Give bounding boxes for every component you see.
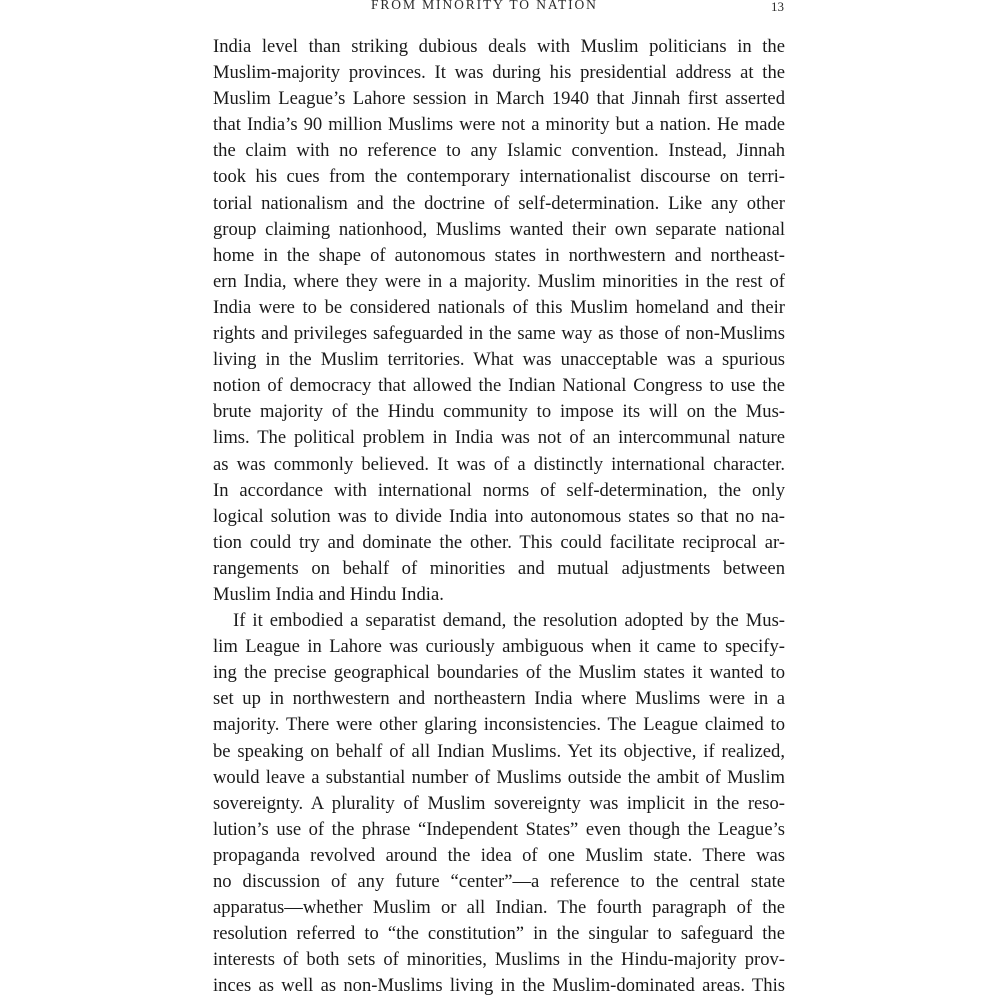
text-line: resolution referred to “the constitution” in the singular to safeguard the <box>213 923 785 945</box>
body-text <box>213 34 785 999</box>
text-line: group claiming nationhood, Muslims wanted their own separate national <box>213 218 785 240</box>
text-line: as was commonly believed. It was of a distinctly international character. <box>213 453 785 475</box>
text-line: no discussion of any future “center”—a reference to the central state <box>213 871 785 892</box>
text-line: India level than striking dubious deals with Muslim politicians in the <box>213 36 785 57</box>
text-line: ing the precise geographical boundaries of the Muslim states it wanted to <box>213 662 785 684</box>
text-line: majority. There were other glaring inconsistencies. The League claimed to <box>213 714 785 736</box>
text-line: living in the Muslim territories. What was unacceptable was a spurious <box>213 349 785 371</box>
text-line: that India’s 90 million Muslims were not a minority but a nation. He made <box>213 114 785 136</box>
text-line: In accordance with international norms of self-determination, the only <box>213 479 785 501</box>
text-line: lution’s use of the phrase “Independent States” even though the League’s <box>213 818 785 840</box>
text-line: sovereignty. A plurality of Muslim sovereignty was implicit in the reso- <box>213 792 785 814</box>
text-line: rights and privileges safeguarded in the same way as those of non-Muslims <box>213 323 785 345</box>
text-line: torial nationalism and the doctrine of self-determination. Like any other <box>213 192 785 214</box>
text-line: logical solution was to divide India into autonomous states so that no na- <box>213 505 785 527</box>
text-line: notion of democracy that allowed the Indian National Congress to use the <box>213 375 785 397</box>
text-line: interests of both sets of minorities, Muslims in the Hindu-majority prov- <box>213 949 785 971</box>
text-line: ern India, where they were in a majority. Muslim minorities in the rest of <box>213 270 785 292</box>
running-head: FROM MINORITY TO NATION <box>371 0 598 12</box>
text-line: Muslim India and Hindu India. <box>213 583 444 605</box>
text-line: India were to be considered nationals of this Muslim homeland and their <box>213 296 785 318</box>
text-line: tion could try and dominate the other. This could facilitate reciprocal ar- <box>213 531 785 553</box>
text-line: inces as well as non-Muslims living in the Muslim-dominated areas. This <box>213 975 785 997</box>
text-line: If it embodied a separatist demand, the resolution adopted by the Mus- <box>233 610 785 632</box>
text-line: be speaking on behalf of all Indian Muslims. Yet its objective, if realized, <box>213 740 785 762</box>
text-line: Muslim-majority provinces. It was during his presidential address at the <box>213 62 785 84</box>
text-line: lim League in Lahore was curiously ambiguous when it came to specify- <box>213 636 785 658</box>
text-line: set up in northwestern and northeastern India where Muslims were in a <box>213 688 785 710</box>
page-number: 13 <box>771 0 784 14</box>
text-line: home in the shape of autonomous states in northwestern and northeast- <box>213 244 785 266</box>
text-line: would leave a substantial number of Muslims outside the ambit of Muslim <box>213 766 785 788</box>
text-line: took his cues from the contemporary internationalist discourse on terri- <box>213 166 785 188</box>
text-line: rangements on behalf of minorities and mutual adjustments between <box>213 557 785 579</box>
text-line: Muslim League’s Lahore session in March 1940 that Jinnah first asserted <box>213 88 785 110</box>
text-line: lims. The political problem in India was not of an intercommunal nature <box>213 427 785 449</box>
text-line: apparatus—whether Muslim or all Indian. The fourth paragraph of the <box>213 897 785 919</box>
text-line: brute majority of the Hindu community to impose its will on the Mus- <box>213 401 785 423</box>
text-line: propaganda revolved around the idea of one Muslim state. There was <box>213 844 785 866</box>
text-line: the claim with no reference to any Islamic convention. Instead, Jinnah <box>213 140 785 162</box>
